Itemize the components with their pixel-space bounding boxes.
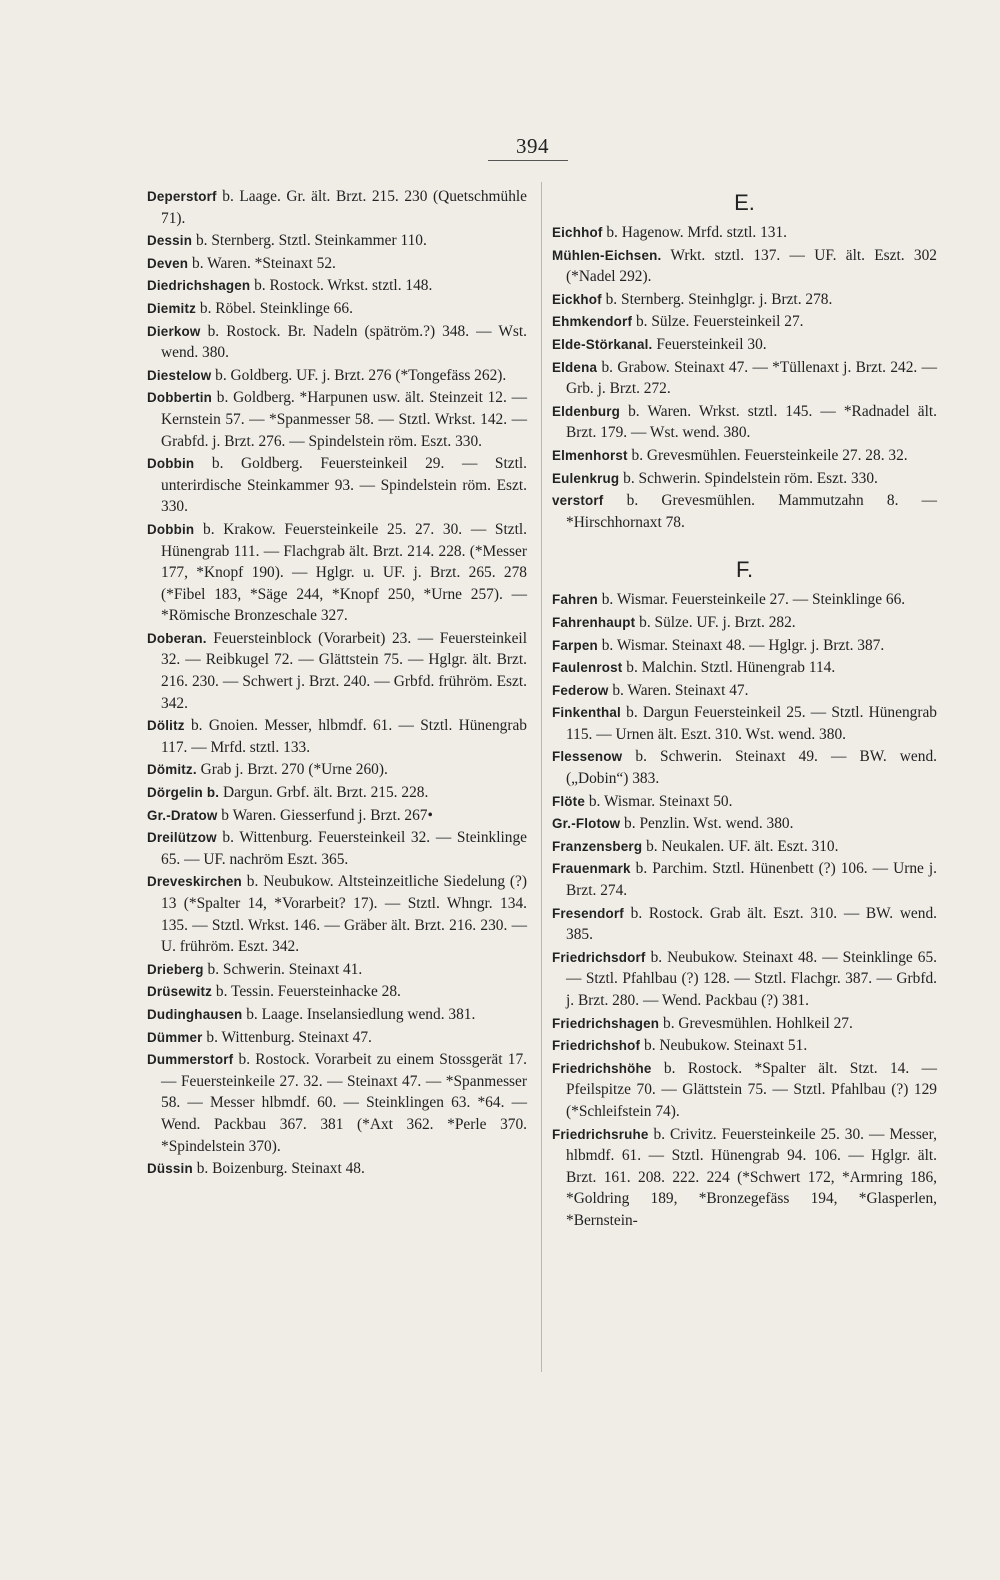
entry-place-name: Deven <box>147 255 189 271</box>
index-entry <box>552 947 937 1012</box>
entry-place-name: Franzensberg <box>552 838 643 854</box>
index-entry <box>147 275 527 297</box>
entry-description: b. Schwerin. Spindelstein röm. Eszt. 330. <box>619 469 878 487</box>
entry-place-name: Eickhof <box>552 291 602 307</box>
entry-description: b. Wittenburg. Feuersteinkeil 32. — Steinklinge 65. — UF. nachröm Eszt. 365. <box>161 829 527 868</box>
entry-description: b. Grevesmühlen. Feuersteinkeile 27. 28. 32. <box>627 446 908 464</box>
entry-description: b. Neubukow. Altsteinzeitliche Siedelung (?) 13 (*Spalter 14, *Vorarbeit? 17). — Stztl. Whngr. 134. 135. — Stztl. Wrkst. 146. — Gräber ält. Brzt. 216. 230. — U. frühröm. Eszt. 342. <box>161 873 527 956</box>
index-entry <box>552 589 937 611</box>
entry-place-name: Ehmkendorf <box>552 314 633 330</box>
index-entry <box>552 222 937 244</box>
entry-description: b. Neukalen. UF. ält. Eszt. 310. <box>642 837 839 855</box>
entry-description: b. Tessin. Feuersteinhacke 28. <box>212 983 401 1001</box>
index-entry <box>147 186 527 229</box>
entry-description: b. Rostock. Wrkst. stztl. 148. <box>250 277 433 295</box>
index-entry <box>552 1058 937 1123</box>
index-entry <box>147 628 527 714</box>
section-e-entries <box>552 222 937 533</box>
entry-place-name: Friedrichshof <box>552 1038 641 1054</box>
right-column <box>552 186 937 1233</box>
index-entry <box>147 981 527 1003</box>
index-entry <box>552 245 937 288</box>
index-entry <box>552 468 937 490</box>
entry-place-name: Fahrenhaupt <box>552 614 636 630</box>
entry-place-name: Dummerstorf <box>147 1052 234 1068</box>
entry-place-name: Flöte <box>552 793 585 809</box>
entry-place-name: Eldena <box>552 359 598 375</box>
entry-place-name: Dudinghausen <box>147 1006 243 1022</box>
index-entry <box>552 1035 937 1057</box>
entry-place-name: Elde-Störkanal. <box>552 336 653 352</box>
index-entry <box>147 519 527 627</box>
entry-place-name: Deperstorf <box>147 189 217 204</box>
entry-place-name: Friedrichsdorf <box>552 949 646 965</box>
index-entry <box>552 334 937 356</box>
entry-description: b. Schwerin. Steinaxt 41. <box>203 960 363 978</box>
entry-description: Feuersteinkeil 30. <box>652 335 767 353</box>
entry-place-name: Dölitz <box>147 718 185 734</box>
entry-description: b. Sternberg. Steinhglgr. j. Brzt. 278. <box>601 290 833 308</box>
entry-place-name: Finkenthal <box>552 705 621 721</box>
entry-place-name: Flessenow <box>552 749 623 765</box>
index-entry <box>552 357 937 400</box>
entry-place-name: Fahren <box>552 592 598 608</box>
index-entry <box>147 1027 527 1049</box>
index-entry <box>147 321 527 364</box>
index-entry <box>552 1124 937 1232</box>
entry-place-name: Friedrichshagen <box>552 1015 660 1031</box>
entry-place-name: Dobbin <box>147 456 195 472</box>
page-number-rule <box>488 160 568 161</box>
index-entry <box>147 253 527 275</box>
entry-description: b. Goldberg. Feuersteinkeil 29. — Stztl. unterirdische Steinkammer 93. — Spindelstein röm. Eszt. 330. <box>161 455 527 516</box>
section-heading-f: F. <box>735 557 754 583</box>
entry-description: Grab j. Brzt. 270 (*Urne 260). <box>196 761 388 779</box>
entry-description: b. Röbel. Steinklinge 66. <box>196 299 353 317</box>
entry-place-name: Diemitz <box>147 300 197 316</box>
entry-place-name: Dörgelin b. <box>147 785 220 801</box>
entry-place-name: Faulenrost <box>552 660 623 676</box>
entry-description: b. Wismar. Feuersteinkeile 27. — Steinklinge 66. <box>597 591 906 609</box>
entry-place-name: Frauenmark <box>552 861 631 877</box>
entry-place-name: Friedrichshöhe <box>552 1060 652 1076</box>
page-number: 394 <box>516 134 549 158</box>
index-entry <box>552 680 937 702</box>
index-entry <box>552 635 937 657</box>
entry-place-name: Düssin <box>147 1161 193 1177</box>
index-entry <box>147 453 527 518</box>
entry-place-name: Elmenhorst <box>552 447 628 463</box>
entry-place-name: Dobbin <box>147 521 195 537</box>
index-entry <box>147 782 527 804</box>
index-entry <box>552 289 937 311</box>
entry-place-name: Diestelow <box>147 367 212 383</box>
index-entry <box>552 702 937 745</box>
entry-description: b. Wittenburg. Steinaxt 47. <box>202 1028 372 1046</box>
index-entry <box>552 612 937 634</box>
index-entry <box>147 715 527 758</box>
entry-place-name: Dömitz. <box>147 762 197 778</box>
entry-description: b. Grabow. Steinaxt 47. — *Tüllenaxt j. Brzt. 242. — Grb. j. Brzt. 272. <box>566 358 937 398</box>
index-entry <box>552 836 937 858</box>
entry-description: b. Wismar. Steinaxt 50. <box>585 792 733 810</box>
index-entry <box>552 746 937 789</box>
index-entry <box>552 858 937 901</box>
entry-place-name: Dreilützow <box>147 830 217 846</box>
entry-description: b. Penzlin. Wst. wend. 380. <box>620 815 794 833</box>
index-entry <box>147 1049 527 1157</box>
entry-place-name: Dreveskirchen <box>147 874 242 890</box>
entry-place-name: Federow <box>552 682 609 698</box>
entry-description: b. Waren. *Steinaxt 52. <box>188 254 336 272</box>
index-entry <box>147 365 527 387</box>
entry-place-name: Mühlen-Eichsen. <box>552 247 662 263</box>
section-heading-e: E. <box>734 190 755 215</box>
entry-place-name: Farpen <box>552 637 598 653</box>
index-entry <box>552 1013 937 1035</box>
entry-description: b. Schwerin. Steinaxt 49. — BW. wend. („Dobin“) 383. <box>566 748 937 788</box>
index-entry <box>147 959 527 981</box>
entry-description: b. Sülze. Feuersteinkeil 27. <box>632 313 804 331</box>
entry-description: b. Grevesmühlen. Hohlkeil 27. <box>659 1014 853 1032</box>
index-entry <box>552 903 937 946</box>
index-entry <box>552 791 937 813</box>
entry-description: b. Goldberg. *Harpunen usw. ält. Steinzeit 12. — Kernstein 57. — *Spanmesser 58. — Stztl. Wrkst. 142. — Grabfd. j. Brzt. 276. — Spindelstein röm. Eszt. 330. <box>161 389 527 450</box>
index-entry <box>552 445 937 467</box>
entry-description: b. Gnoien. Messer, hlbmdf. 61. — Stztl. Hünengrab 117. — Mrfd. stztl. 133. <box>161 717 527 756</box>
entry-description: b. Rostock. *Spalter ält. Stzt. 14. — Pfeilspitze 70. — Glättstein 75. — Stztl. Pfahlbau (?) 129 (*Schleifstein 74). <box>566 1059 937 1120</box>
entry-place-name: Dierkow <box>147 323 201 339</box>
section-f-entries <box>552 589 937 1231</box>
entry-description: b. Neubukow. Steinaxt 48. — Steinklinge 65. — Stztl. Pfahlbau (?) 128. — Stztl. Flachgr. 387. — Grbfd. j. Brzt. 280. — Wend. Packbau (?) 381. <box>566 948 937 1009</box>
column-divider <box>541 182 542 1372</box>
entry-description: b Waren. Giesserfund j. Brzt. 267• <box>217 806 433 824</box>
index-entry <box>147 387 527 452</box>
entry-description: b. Neubukow. Steinaxt 51. <box>640 1037 808 1055</box>
index-entry <box>147 298 527 320</box>
entry-description: b. Hagenow. Mrfd. stztl. 131. <box>602 224 788 241</box>
entry-description: b. Wismar. Steinaxt 48. — Hglgr. j. Brzt. 387. <box>597 636 885 654</box>
index-entry <box>552 311 937 333</box>
entry-description: Dargun. Grbf. ält. Brzt. 215. 228. <box>219 784 429 802</box>
index-entry <box>147 1004 527 1026</box>
entry-place-name: Friedrichsruhe <box>552 1126 649 1142</box>
entry-description: b. Malchin. Stztl. Hünengrab 114. <box>622 659 836 677</box>
index-entry <box>147 1158 527 1180</box>
left-column <box>147 186 527 1181</box>
entry-description: b. Waren. Steinaxt 47. <box>608 681 749 699</box>
entry-description: b. Laage. Inselansiedlung wend. 381. <box>242 1005 476 1023</box>
entry-description: b. Rostock. Vorarbeit zu einem Stossgerät 17. — Feuersteinkeile 27. 32. — Steinaxt 47. — *Spanmesser 58. — Messer hlbmdf. 60. — Steinklingen 63. *64. — Wend. Packbau 367. 381 (*Axt 362. *Perle 370. *Spindelstein 370). <box>161 1051 527 1155</box>
entry-description: Wrkt. stztl. 137. — UF. ält. Eszt. 302 (*Nadel 292). <box>566 246 937 286</box>
entry-description: b. Goldberg. UF. j. Brzt. 276 (*Tongefäss 262). <box>211 366 507 384</box>
index-entry <box>147 871 527 957</box>
index-entry <box>552 490 937 533</box>
entry-place-name: Fresendorf <box>552 905 624 921</box>
entry-place-name: Dobbertin <box>147 390 213 406</box>
entry-description: b. Boizenburg. Steinaxt 48. <box>192 1160 365 1178</box>
entry-place-name: Gr.-Flotow <box>552 816 621 832</box>
entry-description: b. Krakow. Feuersteinkeile 25. 27. 30. — Stztl. Hünengrab 111. — Flachgrab ält. Brzt. 214. 228. (*Messer 177, *Knopf 190). — Hglgr. u. UF. j. Brzt. 265. 278 (*Fibel 183, *Säge 244, *Knopf 250, *Urne 257). — *Römische Bronzeschale 327. <box>161 520 527 625</box>
entry-place-name: Eulenkrug <box>552 470 620 486</box>
index-entry <box>552 401 937 444</box>
index-entry <box>552 657 937 679</box>
entry-description: b. Rostock. Grab ält. Eszt. 310. — BW. wend. 385. <box>566 904 937 944</box>
entry-place-name: Drieberg <box>147 961 204 977</box>
entry-description: b. Sülze. UF. j. Brzt. 282. <box>635 613 796 631</box>
entry-description: b. Dargun Feuersteinkeil 25. — Stztl. Hünengrab 115. — Urnen ält. Eszt. 310. Wst. wend. 380. <box>566 704 937 743</box>
entry-description: b. Crivitz. Feuersteinkeile 25. 30. — Messer, hlbmdf. 61. — Stztl. Hünengrab 94. 106. — Hglgr. ält. Brzt. 161. 208. 222. 224 (*Schwert 172, *Armring 186, *Goldring 189, *Bronzegefäss 194, *Glasperlen, *Bernstein- <box>566 1125 937 1229</box>
index-entry <box>147 230 527 252</box>
entry-place-name: Diedrichshagen <box>147 278 251 294</box>
entry-place-name: Eichhof <box>552 225 603 240</box>
entry-place-name: Drüsewitz <box>147 984 213 1000</box>
entry-place-name: Gr.-Dratow <box>147 807 218 823</box>
entry-place-name: verstorf <box>552 493 604 509</box>
entry-description: b. Sternberg. Stztl. Steinkammer 110. <box>192 232 427 250</box>
entry-description: b. Waren. Wrkst. stztl. 145. — *Radnadel ält. Brzt. 179. — Wst. wend. 380. <box>566 402 937 442</box>
entry-place-name: Doberan. <box>147 630 207 646</box>
entry-description: Feuersteinblock (Vorarbeit) 23. — Feuersteinkeil 32. — Reibkugel 72. — Glättstein 75. — Hglgr. ält. Brzt. 216. 230. — Schwert j. Brzt. 240. — Grbfd. frühröm. Eszt. 342. <box>161 629 527 712</box>
entry-description: b. Rostock. Br. Nadeln (spätröm.?) 348. — Wst. wend. 380. <box>161 322 527 362</box>
index-entry <box>147 805 527 827</box>
entry-description: b. Laage. Gr. ält. Brzt. 215. 230 (Quetschmühle 71). <box>161 188 527 227</box>
index-entry <box>147 827 527 870</box>
index-entry <box>552 813 937 835</box>
entry-place-name: Eldenburg <box>552 403 621 419</box>
entry-description: b. Parchim. Stztl. Hünenbett (?) 106. — Urne j. Brzt. 274. <box>566 860 937 900</box>
index-entry <box>147 759 527 781</box>
entry-place-name: Dessin <box>147 233 193 249</box>
entry-place-name: Dümmer <box>147 1029 203 1045</box>
entry-description: b. Grevesmühlen. Mammutzahn 8. — *Hirschhornaxt 78. <box>566 492 937 531</box>
